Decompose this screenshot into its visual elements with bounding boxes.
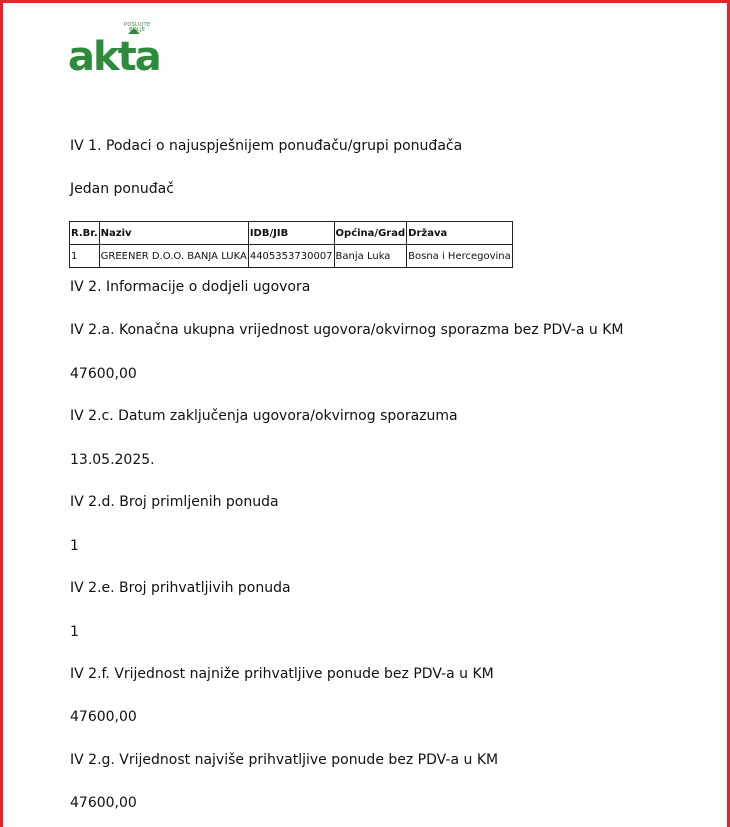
section-iv2c-value: 13.05.2025.: [70, 452, 155, 468]
col-header-rbr: R.Br.: [70, 222, 100, 245]
section-iv2d-value: 1: [70, 538, 79, 554]
svg-text:akta: akta: [68, 34, 160, 80]
table-header-row: [70, 222, 513, 245]
cell-drzava: Bosna i Hercegovina: [407, 245, 513, 268]
col-header-idb-jib: IDB/JIB: [248, 222, 334, 245]
section-iv2a-value: 47600,00: [70, 366, 137, 382]
cell-opcina-grad: Banja Luka: [334, 245, 407, 268]
section-iv2f-value: 47600,00: [70, 709, 137, 725]
logo-tagline: POSLUJTE BOLJE: [124, 22, 151, 33]
akta-logo: [68, 22, 160, 80]
section-iv2g-value: 47600,00: [70, 795, 137, 811]
cell-naziv: GREENER D.O.O. BANJA LUKA: [99, 245, 248, 268]
bidder-type: Jedan ponuđač: [70, 181, 174, 197]
col-header-opcina-grad: Općina/Grad: [334, 222, 407, 245]
cell-idb-jib: 4405353730007: [248, 245, 334, 268]
cell-rbr: 1: [70, 245, 100, 268]
table-row: [70, 245, 513, 268]
winning-bidder-table: [69, 221, 513, 268]
section-iv2c-label: IV 2.c. Datum zaključenja ugovora/okvirnog sporazuma: [70, 408, 458, 424]
col-header-naziv: Naziv: [99, 222, 248, 245]
section-iv2a-label: IV 2.a. Konačna ukupna vrijednost ugovora/okvirnog sporazma bez PDV-a u KM: [70, 322, 624, 338]
section-iv2d-label: IV 2.d. Broj primljenih ponuda: [70, 494, 279, 510]
section-iv2e-value: 1: [70, 624, 79, 640]
col-header-drzava: Država: [407, 222, 513, 245]
section-iv1-title: IV 1. Podaci o najuspješnijem ponuđaču/grupi ponuđača: [70, 138, 463, 154]
section-iv2e-label: IV 2.e. Broj prihvatljivih ponuda: [70, 580, 291, 596]
section-iv2f-label: IV 2.f. Vrijednost najniže prihvatljive ponude bez PDV-a u KM: [70, 666, 494, 682]
section-iv2-title: IV 2. Informacije o dodjeli ugovora: [70, 279, 311, 295]
section-iv2g-label: IV 2.g. Vrijednost najviše prihvatljive ponude bez PDV-a u KM: [70, 752, 499, 768]
